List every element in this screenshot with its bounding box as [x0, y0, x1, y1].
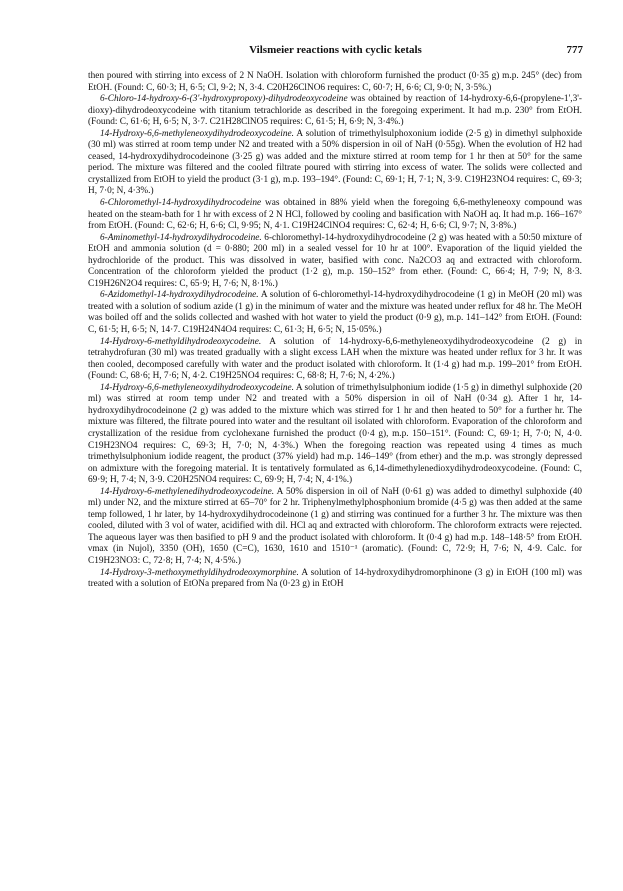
- compound-heading: 14-Hydroxy-3-methoxymethyldihydrodeoxymorphine.: [100, 567, 299, 578]
- paragraph: [88, 198, 582, 233]
- article-body: [88, 71, 582, 591]
- paragraph: [88, 94, 582, 129]
- compound-heading: 14-Hydroxy-6,6-methyleneoxydihydrodeoxycodeine.: [100, 128, 294, 139]
- paragraph: [88, 568, 582, 591]
- paragraph: [88, 383, 582, 487]
- paragraph-text: A 50% dispersion in oil of NaH (0·61 g) was added to dimethyl sulphoxide (40 ml) under N2, and the mixture stirred at 65–70° for 2 hr. Triphenylmethylphosphonium bromide (4·5 g) was then added at the same temp followed, 1 hr later, by 14-hydroxydihydrocodeinone (1 g) and stirring was continued for a further 3 hr. The mixture was then cooled, diluted with 3 vol of water, acidified with dil. HCl aq and extracted with chloroform. The chloroform extracts were rejected. The aqueous layer was then basified to pH 9 and the product isolated with chloroform. It (0·4 g) had m.p. 148–148·5° from EtOH. νmax (in Nujol), 3350 (OH), 1650 (C=C), 1630, 1610 and 1510⁻¹ (aromatic). (Found: C, 72·9; H, 7·6; N, 4·9. Calc. for C19H23NO3: C, 72·8; H, 7·4; N, 4·5%.): [88, 486, 582, 566]
- compound-heading: 14-Hydroxy-6,6-methyleneoxydihydrodeoxycodeine.: [100, 382, 294, 393]
- paragraph-text: A solution of 14-hydroxydihydromorphinone (3 g) in EtOH (100 ml) was treated with a solution of EtONa prepared from Na (0·23 g) in EtOH: [88, 567, 582, 590]
- paragraph: [88, 233, 582, 291]
- paragraph-text: was obtained in 88% yield when the foregoing 6,6-methyleneoxy compound was heated on the steam-bath for 1 hr with excess of 2 N HCl, followed by cooling and basification with NaOH aq. It had m.p. 166–167° from EtOH. (Found: C, 62·6; H, 6·6; Cl, 9·95; N, 4·1. C19H24ClNO4 requires: C, 62·4; H, 6·6; Cl, 9·7; N, 3·8%.): [88, 198, 582, 232]
- paragraph: [88, 71, 582, 94]
- compound-heading: 14-Hydroxy-6-methylenedihydrodeoxycodeine.: [100, 486, 275, 497]
- page-number: 777: [566, 44, 583, 56]
- paragraph-text: A solution of 6-chloromethyl-14-hydroxydihydrocodeine (1 g) in MeOH (20 ml) was treated with a solution of sodium azide (1 g) in the minimum of water and the mixture was heated under reflux for 48 hr. The MeOH was boiled off and the solids collected and washed with hot water to yield the product (0·9 g), m.p. 141–142° from EtOH. (Found: C, 61·5; H, 6·5; N, 14·7. C19H24N4O4 requires: C, 61·3; H, 6·5; N, 15·05%.): [88, 290, 582, 336]
- paragraph: [88, 487, 582, 568]
- paragraph-text: A solution of trimethylsulphoxonium iodide (2·5 g) in dimethyl sulphoxide (30 ml) was stirred at room temp under N2 and treated with a 50% dispersion in oil of NaH (0·55g). When the evolution of H2 had ceased, 14-hydroxydihydrocodeinone (3·25 g) was added and the mixture stirred at room temp for 1 hr then at 50° for the same period. The mixture was filtered and the cooled filtrate poured with stirring into excess of water. The solids were collected and crystallized from EtOH to yield the product (3·1 g), m.p. 193–194°. (Found: C, 69·1; H, 7·1; N, 3·9. C19H23NO4 requires: C, 69·3; H, 7·0; N, 4·3%.): [88, 128, 582, 197]
- paragraph-text: 6-chloromethyl-14-hydroxydihydrocodeine (2 g) was heated with a 50:50 mixture of EtOH and ammonia solution (d = 0·880; 200 ml) in a sealed vessel for 10 hr at 100°. Evaporation of the liquid yielded the hydrochloride of the product. This was dissolved in water, basified with conc. Na2CO3 aq and extracted with chloroform. Concentration of the chloroform yielded the product (1·2 g), m.p. 150–152° from ether. (Found: C, 66·4; H, 7·9; N, 8·3. C19H26N2O4 requires: C, 65·9; H, 7·6; N, 8·1%.): [88, 232, 582, 289]
- compound-heading: 6-Aminomethyl-14-hydroxydihydrocodeine.: [100, 232, 262, 243]
- paragraph-text: was obtained by reaction of 14-hydroxy-6,6-(propylene-1',3'-dioxy)-dihydrodeoxycodeine with titanium tetrachloride as described in the foregoing experiment. It had m.p. 230° from EtOH. (Found: C, 61·6; H, 6·5; N, 3·7. C21H28ClNO5 requires: C, 61·5; H, 6·9; N, 3·4%.): [88, 94, 582, 128]
- paragraph-text: A solution of 14-hydroxy-6,6-methyleneoxydihydrodeoxycodeine (2 g) in tetrahydrofuran (30 ml) was treated gradually with a slight excess LAH when the mixture was heated under reflux for 3 hr. It was then cooled, decomposed carefully with water and the product isolated with chloroform. It (1·4 g) had m.p. 199–201° from EtOH. (Found: C, 68·6; H, 7·6; N, 4·2. C19H25NO4 requires: C, 68·8; H, 7·6; N, 4·2%.): [88, 336, 582, 382]
- paragraph: [88, 337, 582, 383]
- compound-heading: 6-Chloromethyl-14-hydroxydihydrocodeine: [100, 198, 262, 209]
- paragraph-text: then poured with stirring into excess of 2 N NaOH. Isolation with chloroform furnished the product (0·35 g) m.p. 245° (dec) from EtOH. (Found: C, 60·3; H, 6·5; Cl, 9·2; N, 3·4. C20H26ClNO6 requires: C, 60·7; H, 6·6; Cl, 9·0; N, 3·5%.): [88, 71, 582, 93]
- compound-heading: 6-Azidomethyl-14-hydroxydihydrocodeine.: [100, 290, 259, 301]
- running-title: Vilsmeier reactions with cyclic ketals: [249, 44, 422, 56]
- compound-heading: 14-Hydroxy-6-methyldihydrodeoxycodeine.: [100, 336, 262, 347]
- paragraph: [88, 129, 582, 198]
- paragraph-text: A solution of trimethylsulphonium iodide (1·5 g) in dimethyl sulphoxide (20 ml) was stirred at room temp under N2 and treated with a 50% dispersion in oil of NaH (0·34 g). After 1 hr, 14-hydroxydihydrocodeinone (2 g) was added to the mixture which was stirred for 1 hr and then heated to 50° for a further hr. The mixture was filtered, the filtrate poured into water and the resultant oil isolated with chloroform. Evaporation of the chloroform and crystallization of the residue from cyclohexane furnished the product (0·4 g), m.p. 150–151°. (Found: C, 69·1; H, 7·0; N, 4·0. C19H23NO4 requires: C, 69·3; H, 7·0; N, 4·3%.) When the foregoing reaction was repeated using 4 times as much trimethylsulphonium iodide reagent, the product (37% yield) had m.p. 146–149° (from ether) and the m.p. was strongly depressed on admixture with the foregoing material. It is tentatively formulated as 6,14-dimethylenedioxydihydrodeoxycodeine. (Found: C, 69·9; H, 7·4; N, 3·9. C20H25NO4 requires: C, 69·9; H, 7·4; N, 4·1%.): [88, 382, 582, 486]
- compound-heading: 6-Chloro-14-hydroxy-6-(3'-hydroxypropoxy)-dihydrodeoxycodeine: [100, 94, 348, 105]
- paragraph: [88, 290, 582, 336]
- running-header: [88, 44, 583, 60]
